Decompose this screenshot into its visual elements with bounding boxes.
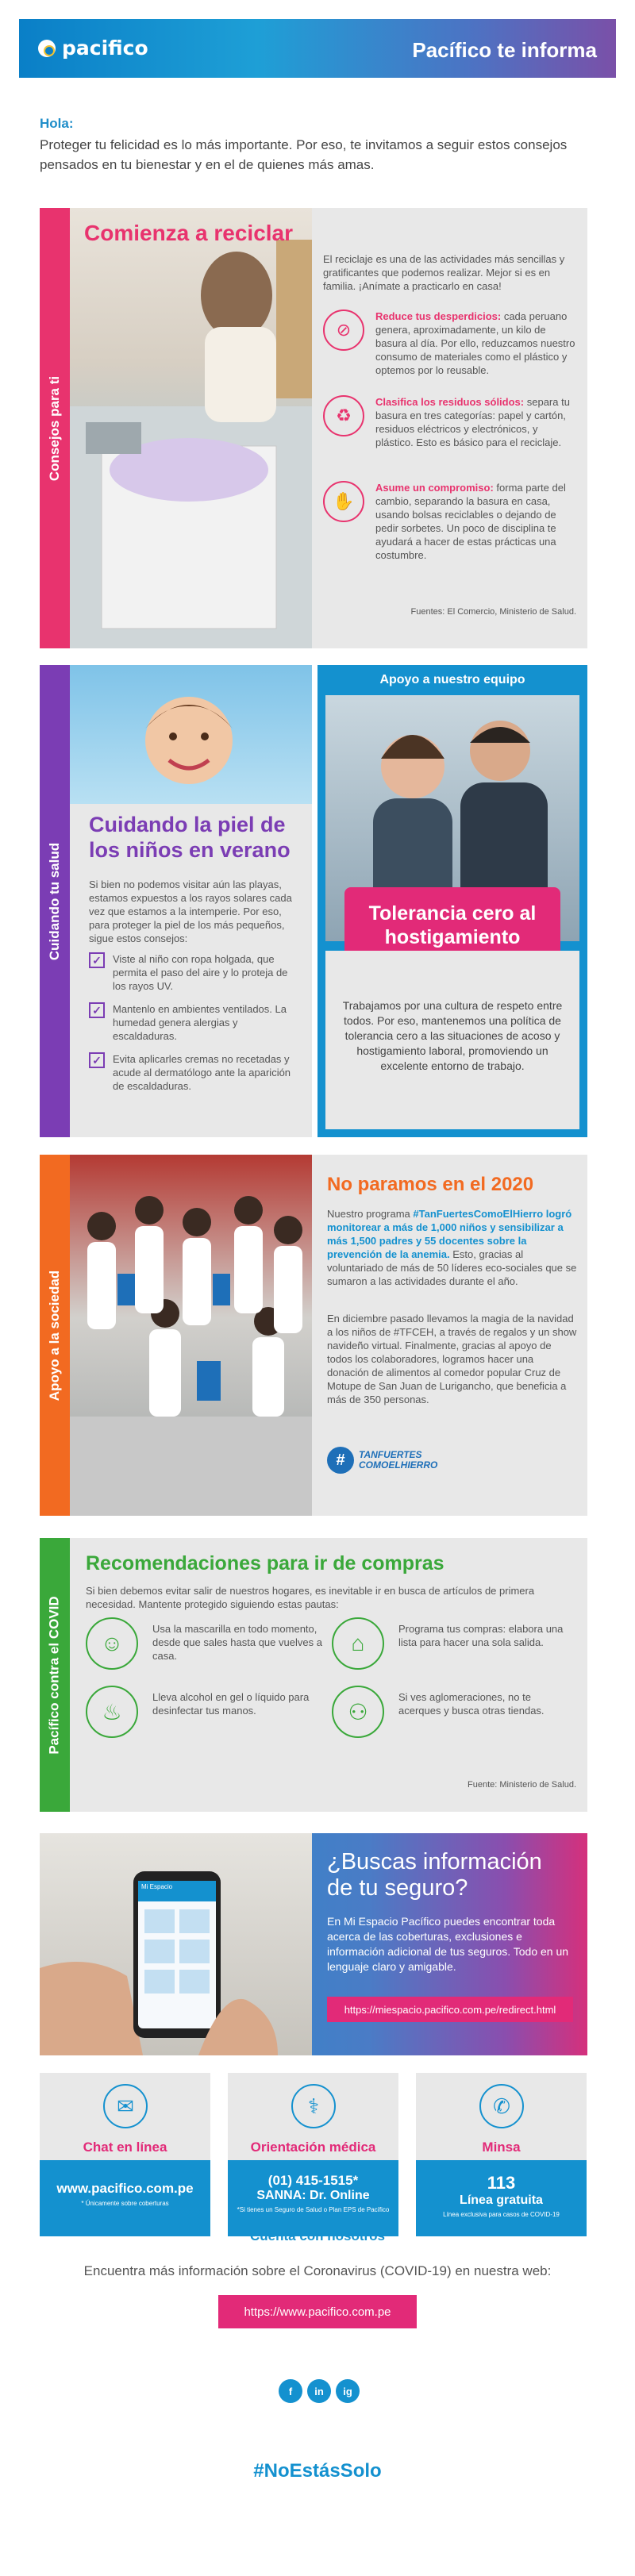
- consejo-text: [375, 481, 577, 562]
- checklist-icon: ✓: [89, 1002, 105, 1018]
- salud-item: [89, 1052, 303, 1093]
- card-note: * Únicamente sobre coberturas: [81, 2200, 169, 2207]
- header-banner: [19, 19, 616, 78]
- volunteers-photo: [70, 1155, 312, 1516]
- salud-item-text: Evita aplicarles cremas no recetadas y acude al dermatólogo ante la aparición de escaldaduras.: [113, 1053, 291, 1092]
- sociedad-p2: En diciembre pasado llevamos la magia de la navidad a los niños de #TFCEH, a través de regalos y un show navideño virtual. Finalmente, gracias al apoyo de todos los colaboradores, logramos hacer una donación de alimentos al comedor popular Cruz de Motupe de San Juan de Lurigancho, que beneficia a más de 350 personas.: [327, 1313, 577, 1405]
- covid-item-text: Lleva alcohol en gel o líquido para desinfectar tus manos.: [152, 1691, 310, 1717]
- chat-icon: ✉: [103, 2084, 148, 2128]
- p1-highlight: #TanFuertesComoElHierro logró monitorear a más de 1,000 niños y sensibilizar a más 1,500 padres y 55 docentes sobre la prevención de la anemia.: [327, 1208, 572, 1260]
- card-info: [416, 2160, 587, 2236]
- consejo-highlight: Reduce tus desperdicios:: [375, 310, 502, 322]
- tab-covid: [40, 1538, 70, 1812]
- contact-card[interactable]: [416, 2073, 587, 2236]
- child-photo: [70, 665, 312, 804]
- section-salud: [40, 665, 312, 1137]
- reduce-icon: ⊘: [323, 310, 364, 351]
- equipo-textbox: [325, 951, 579, 1129]
- card-line1: www.pacifico.com.pe: [56, 2181, 194, 2196]
- equipo-banner: Tolerancia cero al hostigamiento: [344, 887, 560, 987]
- section-sociedad: [40, 1155, 587, 1516]
- consejo-item: [323, 310, 577, 395]
- salud-item: [89, 1002, 303, 1043]
- social-links: [279, 2379, 360, 2403]
- recycling-photo: [70, 208, 312, 648]
- checklist-icon: ✓: [89, 1052, 105, 1068]
- badge-line2: COMOELHIERRO: [359, 1459, 438, 1471]
- footer-link-button[interactable]: https://www.pacifico.com.pe: [218, 2295, 417, 2328]
- tab-consejos: [40, 208, 70, 648]
- salud-item-text: Mantenlo en ambientes ventilados. La humedad genera alergias y escaldaduras.: [113, 1003, 287, 1042]
- greeting-hello: Hola:: [40, 116, 74, 131]
- tab-label: Cuidando tu salud: [47, 842, 62, 960]
- consejos-intro: El reciclaje es una de las actividades más sencillas y gratificantes que podemos realizar. Mejor si es en familia. ¡Anímate a practicarlo en casa!: [323, 253, 565, 292]
- consejo-text: [375, 395, 577, 449]
- salud-title: Cuidando la piel de los niños en verano: [89, 813, 291, 862]
- consejo-highlight: Clasifica los residuos sólidos:: [375, 396, 525, 408]
- sociedad-p1: [327, 1207, 577, 1288]
- consejo-body: separa tu basura en tres categorías: papel y cartón, residuos eléctricos y electrónicos, y plástico. Esto es básico para el reciclaje.: [375, 396, 570, 448]
- seguro-link-button[interactable]: https://miespacio.pacifico.com.pe/redirect.html: [327, 1997, 573, 2022]
- section-equipo: [318, 665, 587, 1137]
- card-title: Minsa: [482, 2140, 521, 2155]
- section-seguro: [40, 1833, 587, 2055]
- stethoscope-icon: ⚕: [291, 2084, 336, 2128]
- covid-item: [332, 1617, 570, 1678]
- seguro-body: En Mi Espacio Pacífico puedes encontrar toda acerca de las coberturas, exclusiones e información adicional de tus seguros. Todo en un lenguaje claro y amigable.: [327, 1915, 569, 1973]
- salud-intro: Si bien no podemos visitar aún las playas, estamos expuestos a los rayos solares cada vez que estamos a la intemperie. Por eso, para proteger la piel de los más pequeños, sigue estos consejos:: [89, 879, 292, 944]
- section-covid: [40, 1538, 587, 1812]
- phone-photo: [40, 1833, 312, 2055]
- covid-intro: Si bien debemos evitar salir de nuestros hogares, es inevitable ir en busca de artículos de primera necesidad. Mantente protegido siguiendo estas pautas:: [86, 1585, 535, 1610]
- section-consejos: [40, 208, 587, 648]
- linkedin-icon[interactable]: in: [307, 2379, 331, 2403]
- contact-card[interactable]: [40, 2073, 210, 2236]
- logo-text: pacifico: [62, 37, 148, 60]
- contact-card[interactable]: [228, 2073, 398, 2236]
- covid-source: Fuente: Ministerio de Salud.: [468, 1780, 576, 1790]
- sanitizer-icon: ♨: [86, 1686, 138, 1738]
- p1-text-b: Esto, gracias al voluntariado de más de 50 líderes eco-sociales que se sumaron a las actividades durante el año.: [327, 1248, 577, 1287]
- recycling-illustration: [70, 208, 312, 648]
- instagram-icon[interactable]: ig: [336, 2379, 360, 2403]
- tab-sociedad: [40, 1155, 70, 1516]
- equipo-body: Trabajamos por una cultura de respeto entre todos. Por eso, mantenemos una política de tolerancia cero a las situaciones de acoso y hostigamiento laboral, promoviendo un excelente entorno de trabajo.: [342, 999, 563, 1072]
- covid-item: [332, 1686, 570, 1746]
- card-line1: (01) 415-1515*: [267, 2173, 359, 2188]
- salud-item: [89, 952, 303, 993]
- covid-grid: [86, 1617, 578, 1776]
- consejo-item: [323, 395, 577, 481]
- consejos-title: Comienza a reciclar: [84, 221, 294, 245]
- card-note: Línea exclusiva para casos de COVID-19: [443, 2211, 560, 2218]
- tab-label: Consejos para ti: [47, 375, 63, 481]
- card-title: Orientación médica: [250, 2140, 376, 2155]
- p1-text-a: Nuestro programa: [327, 1208, 414, 1220]
- volunteers-illustration: [70, 1155, 312, 1516]
- pacifico-logo[interactable]: [38, 37, 148, 60]
- equipo-header: Apoyo a nuestro equipo: [379, 673, 525, 686]
- salud-item-text: Viste al niño con ropa holgada, que permita el paso del aire y lo proteja de los rayos UV.: [113, 953, 288, 992]
- greeting-body: Proteger tu felicidad es lo más importante. Por eso, te invitamos a seguir estos consejos pensados en tu bienestar y en el de quienes más amas.: [40, 137, 568, 172]
- card-line2: SANNA: Dr. Online: [256, 2189, 370, 2202]
- phone-icon: ✆: [479, 2084, 524, 2128]
- mask-icon: ☺: [86, 1617, 138, 1670]
- tab-label: Apoyo a la sociedad: [47, 1270, 63, 1401]
- child-illustration: [70, 665, 312, 804]
- footer-hashtag: #NoEstásSolo: [253, 2460, 382, 2482]
- card-info: [228, 2160, 398, 2236]
- covid-item-text: Usa la mascarilla en todo momento, desde que sales hasta que vuelves a casa.: [152, 1623, 322, 1662]
- card-line2: Línea gratuita: [460, 2193, 543, 2207]
- consejo-body: cada peruano genera, aproximadamente, un kilo de basura al día. Por ello, reduzcamos nuestro consumo de materiales como el plástico y optemos por lo reusable.: [375, 310, 575, 376]
- classify-icon: ♻: [323, 395, 364, 436]
- covid-item: [86, 1686, 324, 1746]
- footer-contact: Cuenta con nosotros: [249, 2228, 385, 2243]
- header-title: Pacífico te informa: [412, 38, 597, 62]
- sociedad-title: No paramos en el 2020: [327, 1174, 534, 1195]
- tanfuertes-badge: [327, 1447, 437, 1474]
- consejo-highlight: Asume un compromiso:: [375, 482, 494, 494]
- covid-title: Recomendaciones para ir de compras: [86, 1552, 444, 1574]
- seguro-title: ¿Buscas información de tu seguro?: [327, 1849, 542, 1901]
- hashtag-icon: #: [327, 1447, 354, 1474]
- logo-icon: [38, 40, 56, 57]
- card-info: [40, 2160, 210, 2236]
- footer-info: Encuentra más información sobre el Coronavirus (COVID-19) en nuestra web:: [83, 2263, 552, 2278]
- house-list-icon: ⌂: [332, 1617, 384, 1670]
- tab-label: Pacífico contra el COVID: [47, 1595, 62, 1755]
- card-line1: 113: [487, 2173, 516, 2193]
- crowd-icon: ⚇: [332, 1686, 384, 1738]
- consejo-text: [375, 310, 577, 377]
- covid-item-text: Programa tus compras: elabora una lista para hacer una sola salida.: [398, 1623, 564, 1648]
- consejos-list: [323, 310, 577, 567]
- commit-icon: ✋: [323, 481, 364, 522]
- tab-salud: [40, 665, 70, 1137]
- consejo-body: forma parte del cambio, separando la basura en casa, usando bolsas reciclables o dejando de pedir sorbetes. Un poco de disciplina te ayudará a hacer de estas prácticas una costumbre.: [375, 482, 566, 561]
- checklist-icon: ✓: [89, 952, 105, 968]
- consejo-item: [323, 481, 577, 567]
- card-title: Chat en línea: [83, 2140, 167, 2155]
- consejos-source: Fuentes: El Comercio, Ministerio de Salud.: [410, 607, 576, 617]
- covid-item: [86, 1617, 324, 1678]
- facebook-icon[interactable]: f: [279, 2379, 302, 2403]
- covid-item-text: Si ves aglomeraciones, no te acerques y busca otras tiendas.: [398, 1691, 545, 1717]
- phone-screen-title: Mi Espacio: [141, 1883, 173, 1890]
- card-note: *Si tienes un Seguro de Salud o Plan EPS de Pacífico: [237, 2206, 390, 2213]
- badge-line1: TANFUERTES: [359, 1449, 422, 1460]
- salud-list: [89, 952, 303, 1102]
- phone-illustration: [40, 1833, 312, 2055]
